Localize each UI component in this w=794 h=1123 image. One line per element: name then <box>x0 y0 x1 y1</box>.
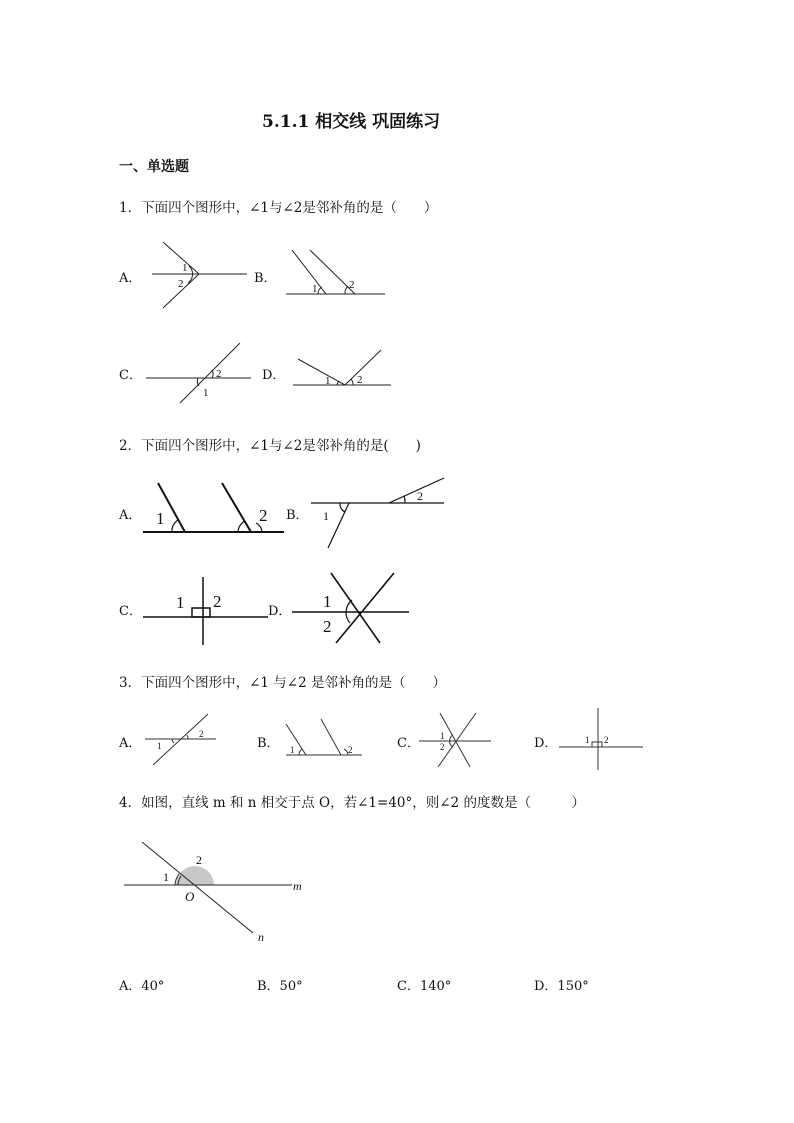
q1b-angle2-label: 2 <box>349 279 355 291</box>
q3d-angle2-label: 2 <box>604 735 609 745</box>
q3a-angle2-label: 2 <box>199 729 204 739</box>
q2b-angle2-label: 2 <box>417 489 423 503</box>
question-3-stem: 3．下面四个图形中，∠1 与∠2 是邻补角的是（ ） <box>119 675 446 691</box>
q4-angle2-shade <box>176 866 214 885</box>
q1a-angle1-label: 1 <box>182 262 188 274</box>
q3-option-c-label: C． <box>397 736 420 751</box>
q2-option-a-label: A． <box>119 508 142 523</box>
document-title: 5.1.1 相交线 巩固练习 <box>262 112 441 132</box>
q3a-angle1-label: 1 <box>157 741 162 751</box>
q3c-angle1-label: 1 <box>440 731 445 741</box>
q3b-angle2-label: 2 <box>348 745 353 755</box>
q3-option-a-label: A． <box>119 736 142 751</box>
q2-option-b-label: B． <box>286 508 309 523</box>
q4-choice-b: B．50° <box>257 979 303 994</box>
q1-option-b-label: B． <box>254 271 277 286</box>
q4-choice-d: D．150° <box>534 979 589 994</box>
q1c-angle1-label: 1 <box>203 387 209 399</box>
question-4-stem: 4．如图，直线 m 和 n 相交于点 O，若∠1=40°，则∠2 的度数是（ ） <box>119 795 585 811</box>
q4-angle1-label: 1 <box>163 870 169 884</box>
q4-angle2-label: 2 <box>196 853 202 867</box>
q2c-angle1-label: 1 <box>176 593 185 612</box>
q2d-angle2-label: 2 <box>323 617 332 636</box>
q4-point-o-label: O <box>185 889 195 904</box>
q2-option-c-label: C． <box>119 604 142 619</box>
q2-option-d-label: D． <box>268 604 292 619</box>
q4-choice-c: C．140° <box>397 979 452 994</box>
q2a-angle2-label: 2 <box>259 506 268 525</box>
q1a-angle2-label: 2 <box>178 278 184 290</box>
q2a-angle1-label: 1 <box>156 509 165 528</box>
q2d-angle1-label: 1 <box>323 592 332 611</box>
q1b-angle1-label: 1 <box>312 283 318 295</box>
q3-option-b-label: B． <box>257 736 280 751</box>
q3-option-d-label: D． <box>534 736 558 751</box>
question-1-stem: 1．下面四个图形中，∠1与∠2是邻补角的是（ ） <box>119 200 438 216</box>
q2c-angle2-label: 2 <box>213 592 222 611</box>
q1d-angle1-label: 1 <box>325 375 331 387</box>
q1-option-d-label: D． <box>262 368 286 383</box>
q1-option-c-label: C． <box>119 368 142 383</box>
q1d-angle2-label: 2 <box>357 374 363 386</box>
q3c-angle2-label: 2 <box>440 742 445 752</box>
q4-line-m-label: m <box>293 879 302 893</box>
q2b-angle1-label: 1 <box>323 509 329 523</box>
question-2-stem: 2．下面四个图形中，∠1与∠2是邻补角的是( ) <box>119 438 421 454</box>
q4-line-n-label: n <box>258 930 264 944</box>
q3d-angle1-label: 1 <box>585 735 590 745</box>
q3b-angle1-label: 1 <box>290 745 295 755</box>
q4-choice-a: A．40° <box>119 979 165 994</box>
q1c-angle2-label: 2 <box>216 368 222 380</box>
q1-option-a-label: A． <box>119 271 142 286</box>
section-heading: 一、单选题 <box>119 159 189 175</box>
